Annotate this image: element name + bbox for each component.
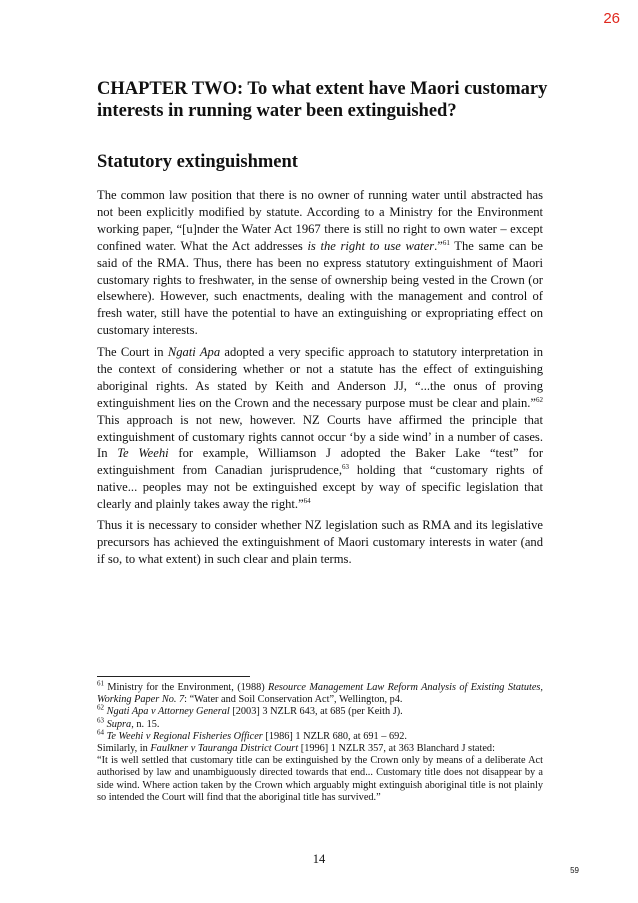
paragraph-3: Thus it is necessary to consider whether NZ legislation such as RMA and its legislative precursors has achieved the extinguishment of Maori customary interests in water (and if so, to what extent) in such clear and plain terms. [97,518,543,566]
footnote-63: $^{63}$ Supra, n. 15. [97,716,160,730]
paragraph-1: The common law position that there is no owner of running water until abstracted has not been explicitly modified by statute. According to a Ministry for the Environment working paper, “[u]nder the Water Act 1967 there is still no right to own water – except confined water. What the Act addresses is the right to use water.”$^{61}$ The same can be said of the RMA. Thus, there has been no express statutory extinguishment of Maori customary rights to freshwater, in the sense of ownership being vested in the Crown (or elsewhere). However, such enactments, dealing with the management and control of fresh water, still have the potential to have an extinguishing or expropriating effect on customary interests. [97,188,543,338]
footnote-divider [97,676,250,677]
footnote-ref-61[interactable]: 61 [442,238,450,247]
footnote-ref-64[interactable]: 64 [303,496,311,505]
section-heading: Statutory extinguishment [97,152,298,172]
paragraph-2: The Court in Ngati Apa adopted a very specific approach to statutory interpretation in the context of considering whether or not a statute has the effect of extinguishing aboriginal rights. As stated by Keith and Anderson JJ, “...the onus of proving extinguishment lies on the Crown and the necessary purpose must be clear and plain.”$^{62}$ This approach is not new, however. NZ Courts have affirmed the principle that extinguishment of customary rights cannot occur ‘by a side wind’ in a number of cases. In Te Weehi for example, Williamson J adopted the Baker Lake “test” for extinguishment from Canadian jurisprudence,$^{63}$ holding that “customary rights of native... peoples may not be extinguished except by way of specific legislation that clearly and plainly takes away the right.”$^{64}$ [97,345,544,512]
footnote-62: $^{62}$ Ngati Apa v Attorney General [2003] 3 NZLR 643, at 685 (per Keith J). [97,703,403,718]
chapter-title: CHAPTER TWO: To what extent have Maori customary interests in running water been extinguished? [97,79,548,121]
footnote-61: $^{61}$ Ministry for the Environment, (1988) Resource Management Law Reform Analysis of Existing Statutes, Working Paper No. 7: “Water and Soil Conservation Act”, Wellington, p4. [97,679,543,706]
footnote-quote: “It is well settled that customary title can be extinguished by the Crown only by means of a deliberate Act authorised by law and unambiguously directed towards that end... Customary title does not disappear by a side wind. Where action taken by the Crown which arguably might extinguish aboriginal title is not plainly so intended the Court will find that the aboriginal title has survived.” [97,755,543,803]
printed-page-number: 59 [570,866,579,875]
page-number: 14 [312,852,326,866]
footnote-ref-63[interactable]: 63 [342,463,350,472]
footnote-64: $^{64}$ Te Weehi v Regional Fisheries Officer [1986] 1 NZLR 680, at 691 – 692. [97,728,407,742]
footnote-64-continuation: Similarly, in Faulkner v Tauranga District Court [1996] 1 NZLR 357, at 363 Blanchard J stated: [97,743,495,755]
footnote-ref-62[interactable]: 62 [536,395,543,404]
corner-page-number: 26 [603,10,620,27]
footnotes [97,679,543,804]
